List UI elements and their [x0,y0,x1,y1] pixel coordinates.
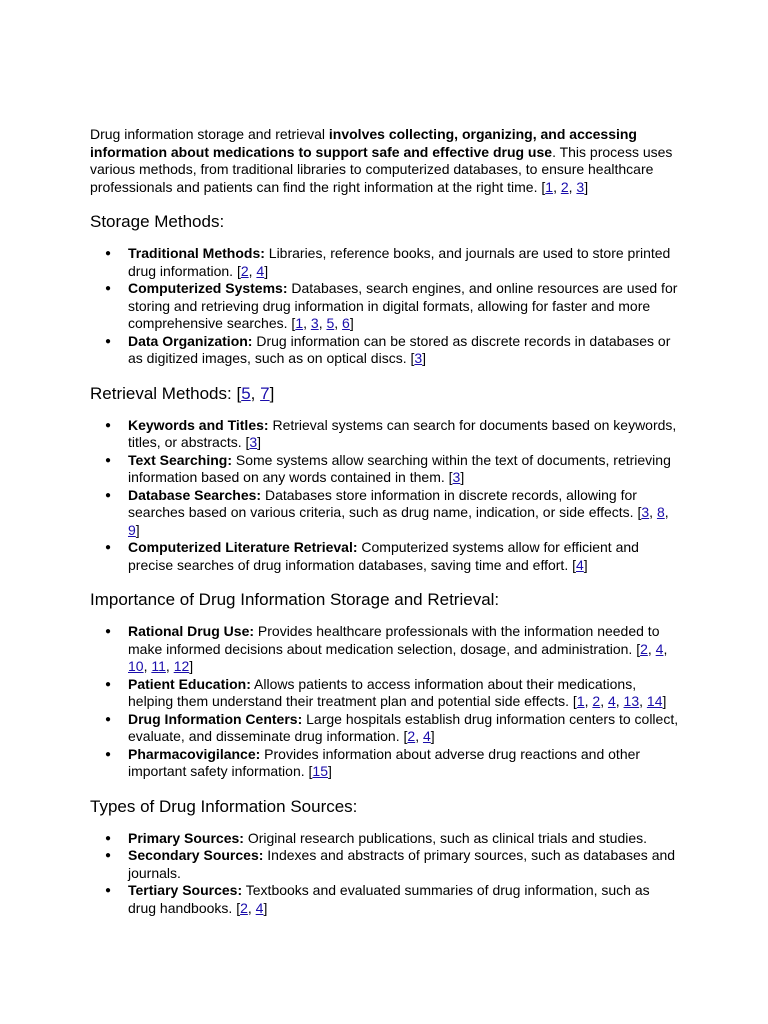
citation-link-14[interactable]: 14 [646,693,663,709]
citation-link-11[interactable]: 11 [151,658,166,674]
citation-group: [2, 4] [403,728,435,744]
list-item-term: Text Searching: [128,451,232,468]
list-item-term: Computerized Systems: [128,280,288,296]
list-item [128,847,680,882]
section-heading [90,797,680,817]
citation-link-4[interactable]: 4 [655,640,664,657]
citation-group: [2, 4] [236,899,268,916]
citation-link-15[interactable]: 15 [312,763,328,779]
citation-link-5[interactable]: 5 [241,383,251,403]
citation-link-6[interactable]: 6 [342,315,350,331]
list-item-text: Retrieval systems can search for documents based on keywords, titles, or abstracts. [128,416,677,450]
bullet-list [90,245,680,368]
citation-group: [5, 7] [236,383,275,403]
citation-link-2[interactable]: 2 [560,178,569,195]
list-item-term: Database Searches: [128,486,262,503]
citation-link-2[interactable]: 2 [640,640,648,657]
list-item-term: Secondary Sources: [128,847,264,863]
list-item-text: Provides healthcare professionals with the information needed to make informed decisions about medication selection, dosage, and administration. [128,623,660,657]
citation-link-3[interactable]: 3 [641,504,650,520]
section-heading-text: Importance of Drug Information Storage and Retrieval: [90,590,500,609]
section-heading-text: Types of Drug Information Sources: [90,796,358,816]
list-item-text: Libraries, reference books, and journals are used to store printed drug information. [128,245,671,279]
list-item-text: Drug information can be stored as discrete records in databases or as digitized images, such as on optical discs. [128,332,671,366]
list-item-text: Textbooks and evaluated summaries of drug information, such as drug handbooks. [128,882,650,916]
sections-container [90,212,680,917]
citation-group: [3, 8, 9] [128,504,669,538]
intro-text-start: Drug information storage and retrieval [90,126,329,142]
list-item-term: Data Organization: [128,332,253,349]
list-item [128,280,680,333]
citation-link-4[interactable]: 4 [255,899,264,916]
list-item [128,711,680,746]
citation-group: [4] [572,556,588,573]
section-heading [90,212,680,232]
list-item-text: Original research publications, such as clinical trials and studies. [243,829,648,846]
list-item-term: Rational Drug Use: [128,623,255,639]
section-heading [90,590,680,610]
citation-link-1[interactable]: 1 [295,315,304,331]
citation-group: [15] [308,763,332,779]
list-item-text: Databases, search engines, and online resources are used for storing and retrieving drug information in digital formats, allowing for faster and more comprehensive searches. [128,280,678,331]
list-item-term: Traditional Methods: [128,245,265,261]
list-item-term: Keywords and Titles: [128,416,269,433]
list-item-text: Large hospitals establish drug information centers to collect, evaluate, and disseminate drug information. [128,710,679,744]
section-heading-text: Storage Methods: [90,212,225,231]
document-body [90,126,680,917]
citation-link-10[interactable]: 10 [128,658,144,674]
citation-link-2[interactable]: 2 [407,728,416,744]
list-item-text: Provides information about adverse drug reactions and other important safety information. [128,745,641,779]
citation-link-4[interactable]: 4 [256,262,265,279]
citation-link-5[interactable]: 5 [326,315,335,331]
bullet-list [90,830,680,918]
citation-link-4[interactable]: 4 [422,728,431,744]
citation-link-9[interactable]: 9 [128,521,136,538]
list-item [128,676,680,711]
section-heading [90,384,680,404]
list-item-text: Allows patients to access information about their medications, helping them understand their treatment plan and potential side effects. [128,675,637,709]
citation-link-1[interactable]: 1 [545,178,554,195]
citation-link-2[interactable]: 2 [240,899,248,916]
citation-group: [1, 3, 5, 6] [291,315,354,331]
list-item [128,882,680,917]
list-item [128,333,680,368]
citation-group: [3] [245,434,262,450]
list-item-term: Patient Education: [128,675,251,692]
list-item [128,623,680,676]
citation-link-3[interactable]: 3 [310,315,319,331]
citation-group: [2, 4, 10, 11, 12] [128,640,668,674]
citation-group: [1, 2, 3] [541,178,589,195]
list-item-text: Some systems allow searching within the text of documents, retrieving information based on any words contained in them. [128,451,671,485]
citation-link-4[interactable]: 4 [607,693,616,709]
list-item [128,452,680,487]
bullet-list [90,623,680,781]
citation-link-3[interactable]: 3 [452,469,461,485]
section-heading-text: Retrieval Methods: [90,383,237,403]
citation-link-4[interactable]: 4 [576,556,584,573]
list-item-term: Tertiary Sources: [128,882,243,898]
citation-group: [3] [448,469,465,485]
citation-link-8[interactable]: 8 [656,504,665,520]
citation-link-13[interactable]: 13 [623,693,640,709]
citation-link-3[interactable]: 3 [576,178,585,195]
list-item [128,830,680,848]
list-item-text: Indexes and abstracts of primary sources, such as databases and journals. [128,847,676,881]
list-item-term: Computerized Literature Retrieval: [128,539,358,555]
list-item [128,746,680,781]
list-item [128,245,680,280]
list-item-term: Pharmacovigilance: [128,745,261,762]
list-item [128,487,680,540]
intro-bold-text: involves collecting, organizing, and accessing information about medications to support safe and effective drug use [90,126,637,160]
citation-link-7[interactable]: 7 [260,383,270,403]
citation-group: [1, 2, 4, 13, 14] [572,693,667,709]
list-item-term: Primary Sources: [128,829,244,846]
bullet-list [90,417,680,575]
citation-link-3[interactable]: 3 [414,350,423,366]
list-item-text: Databases store information in discrete records, allowing for searches based on various criteria, such as drug name, indication, or side effects. [128,486,638,520]
citation-group: [3] [410,350,427,366]
citation-link-12[interactable]: 12 [173,658,190,674]
intro-text-end: . This process uses various methods, from traditional libraries to computerized databases, to ensure healthcare professionals and patients can find the right information at the right time. [90,143,673,195]
list-item-term: Drug Information Centers: [128,710,303,727]
citation-group: [2, 4] [236,262,269,279]
citation-link-3[interactable]: 3 [249,434,258,450]
list-item [128,539,680,574]
citation-link-2[interactable]: 2 [240,262,249,279]
list-item [128,417,680,452]
citation-link-1[interactable]: 1 [576,693,585,709]
intro-paragraph [90,126,680,196]
list-item-text: Computerized systems allow for efficient and precise searches of drug information databases, saving time and effort. [128,539,639,573]
citation-link-2[interactable]: 2 [592,693,601,709]
